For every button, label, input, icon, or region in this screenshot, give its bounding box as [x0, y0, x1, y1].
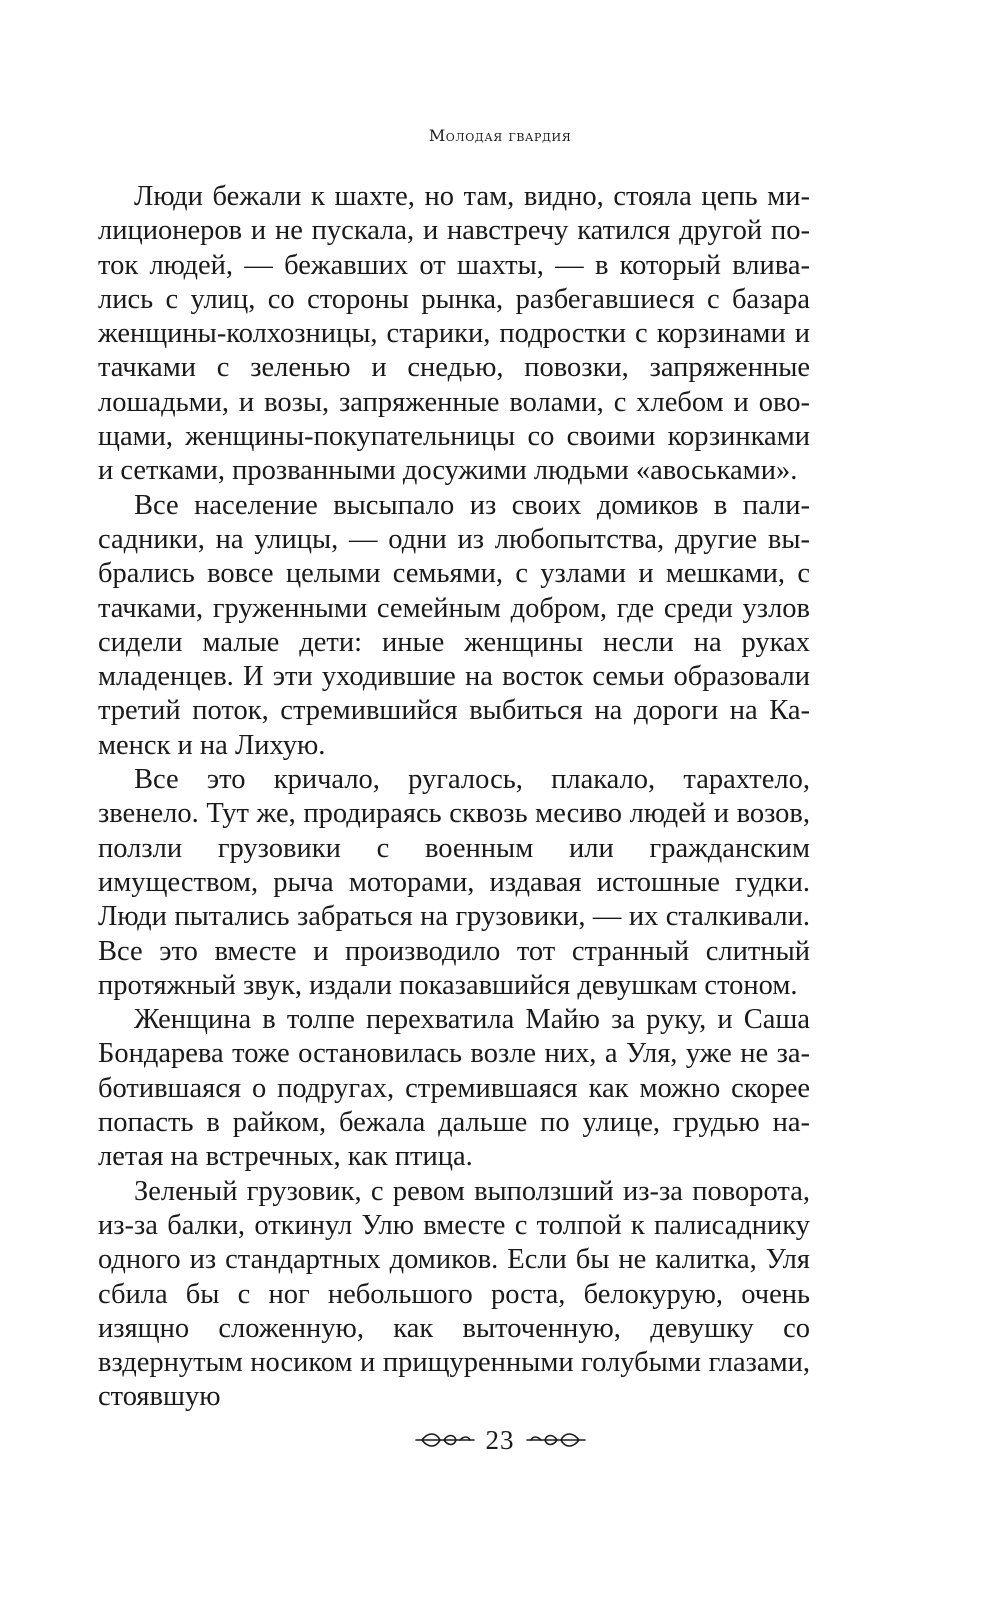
paragraph: Все население высыпало из своих домиков в палисадники, на улицы, — одни из любопытства, другие выбрались вовсе целыми семьями, с узлами и мешками, с тачками, груженными семейным добром, где среди узлов сидели малые дети: иные женщины несли на руках младенцев. И эти уходившие на восток семьи образовали третий поток, стремившийся выбиться на дороги на Каменск и на Лихую. [98, 489, 810, 761]
left-flourish-icon [414, 1430, 476, 1450]
right-flourish-icon [525, 1430, 587, 1450]
running-header: Молодая гвардия [428, 126, 572, 145]
paragraph: Люди бежали к шахте, но там, видно, стояла цепь милиционеров и не пускала, и навстречу катился другой поток людей, — бежавших от шахты, — в который вливались с улиц, со стороны рынка, разбегавшиеся с базара женщины-колхозницы, старики, подростки с корзинами и тачками с зеленью и снедью, повозки, запряженные лошадьми, и возы, запряженные волами, с хлебом и овощами, женщины-покупательницы со своими корзинками и сетками, прозванными досужими людьми «авоськами». [98, 181, 810, 487]
page-number: 23 [485, 1425, 515, 1455]
paragraph: Женщина в толпе перехватила Майю за руку, и Саша Бондарева тоже остановилась возле них, а Уля, уже не заботившаяся о подругах, стремившаяся как можно скорее попасть в райком, бежала дальше по улице, грудью налетая на встречных, как птица. [98, 1004, 810, 1173]
paragraph: Зеленый грузовик, с ревом выползший из-за поворота, из-за балки, откинул Улю вместе с толпой к палисаднику одного из стандартных домиков. Если бы не калитка, Уля сбила бы с ног небольшого роста, белокурую, очень изящно сложенную, как выточенную, девушку со вздернутым носиком и прищуренными голубыми глазами, стоявшую [98, 1175, 810, 1413]
body-text [98, 180, 810, 1415]
paragraph: Все это кричало, ругалось, плакало, тарахтело, звенело. Тут же, продираясь сквозь месиво людей и возов, ползли грузовики с военным или гражданским имуществом, рыча моторами, издавая истошные гудки. Люди пытались забраться на грузовики, — их сталкивали. Все это вместе и производило тот странный слитный протяжный звук, издали показавшийся девушкам стоном. [98, 764, 810, 1001]
folio [0, 1425, 1000, 1455]
